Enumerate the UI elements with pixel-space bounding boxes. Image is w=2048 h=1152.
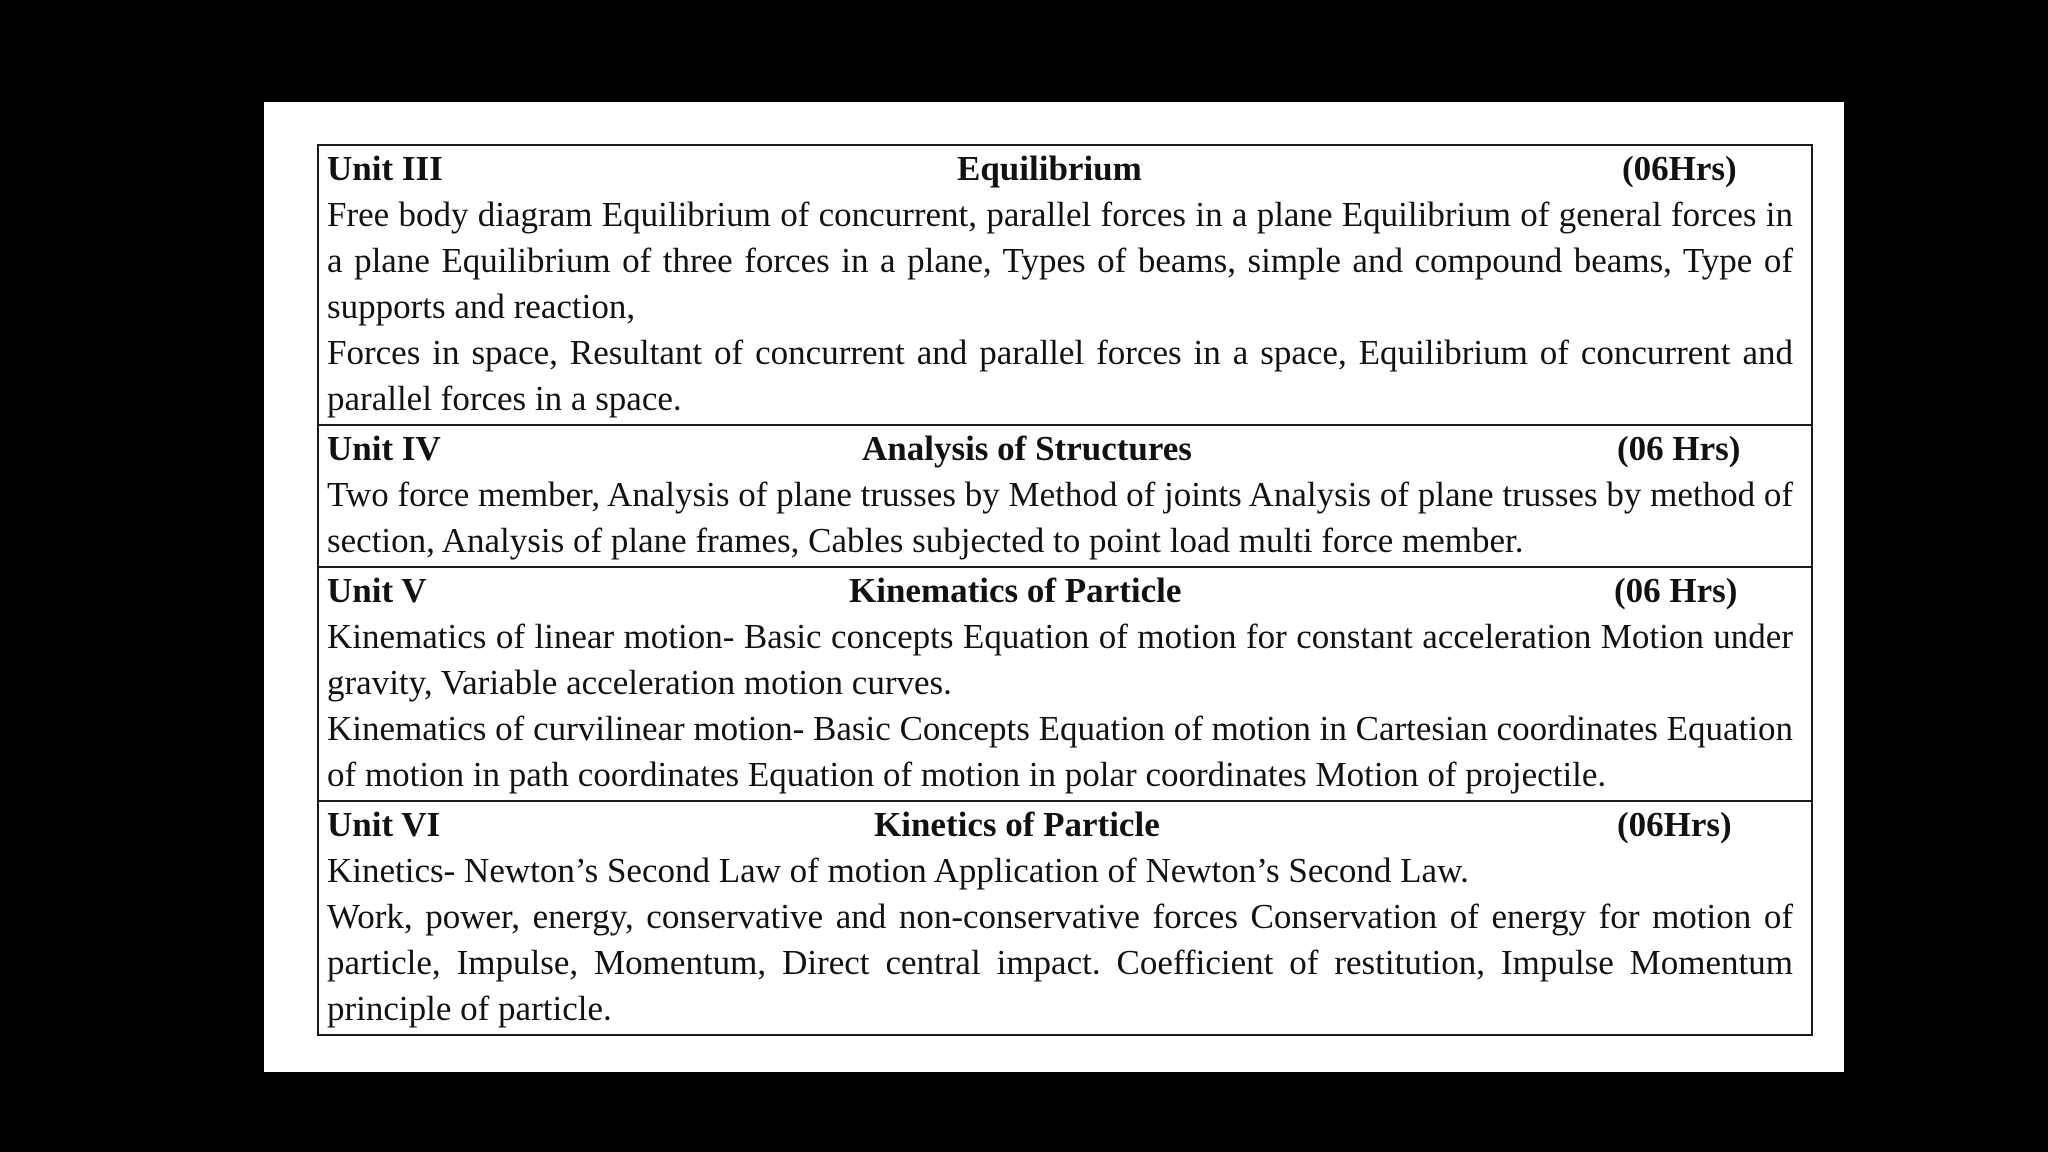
unit-header	[327, 146, 1793, 192]
unit-title: Kinetics of Particle	[874, 805, 1160, 844]
unit-paragraph: Work, power, energy, conservative and non-conservative forces Conservation of energy for motion of particle, Impulse, Momentum, Direct central impact. Coefficient of restitution, Impulse Momentum principle of particle.	[327, 897, 1793, 1028]
unit-section	[319, 568, 1811, 802]
unit-hours: (06Hrs)	[1617, 805, 1732, 844]
unit-hours: (06 Hrs)	[1617, 429, 1741, 468]
unit-hours: (06 Hrs)	[1614, 571, 1738, 610]
unit-number: Unit V	[327, 571, 427, 610]
unit-title: Kinematics of Particle	[849, 571, 1182, 610]
unit-title: Equilibrium	[957, 149, 1142, 188]
unit-header	[327, 426, 1793, 472]
unit-header	[327, 802, 1793, 848]
unit-paragraph: Free body diagram Equilibrium of concurrent, parallel forces in a plane Equilibrium of general forces in a plane Equilibrium of three forces in a plane, Types of beams, simple and compound beams, Type of supports and reaction,	[327, 195, 1793, 326]
unit-section	[319, 802, 1811, 1036]
unit-hours: (06Hrs)	[1622, 149, 1737, 188]
unit-header	[327, 568, 1793, 614]
unit-paragraph: Kinetics- Newton’s Second Law of motion Application of Newton’s Second Law.	[327, 851, 1469, 890]
unit-paragraph: Two force member, Analysis of plane trusses by Method of joints Analysis of plane trusses by method of section, Analysis of plane frames, Cables subjected to point load multi force member.	[327, 475, 1793, 560]
unit-title: Analysis of Structures	[862, 429, 1192, 468]
unit-section	[319, 146, 1811, 426]
unit-paragraph: Kinematics of curvilinear motion- Basic Concepts Equation of motion in Cartesian coordinates Equation of motion in path coordinates Equation of motion in polar coordinates Motion of projectile.	[327, 709, 1793, 794]
syllabus-table	[317, 144, 1813, 1036]
unit-paragraph: Forces in space, Resultant of concurrent and parallel forces in a space, Equilibrium of concurrent and parallel forces in a space.	[327, 333, 1793, 418]
unit-number: Unit IV	[327, 429, 441, 468]
document-page	[264, 102, 1844, 1072]
unit-number: Unit VI	[327, 805, 441, 844]
unit-number: Unit III	[327, 149, 443, 188]
unit-paragraph: Kinematics of linear motion- Basic concepts Equation of motion for constant acceleration Motion under gravity, Variable acceleration motion curves.	[327, 617, 1793, 702]
unit-section	[319, 426, 1811, 568]
